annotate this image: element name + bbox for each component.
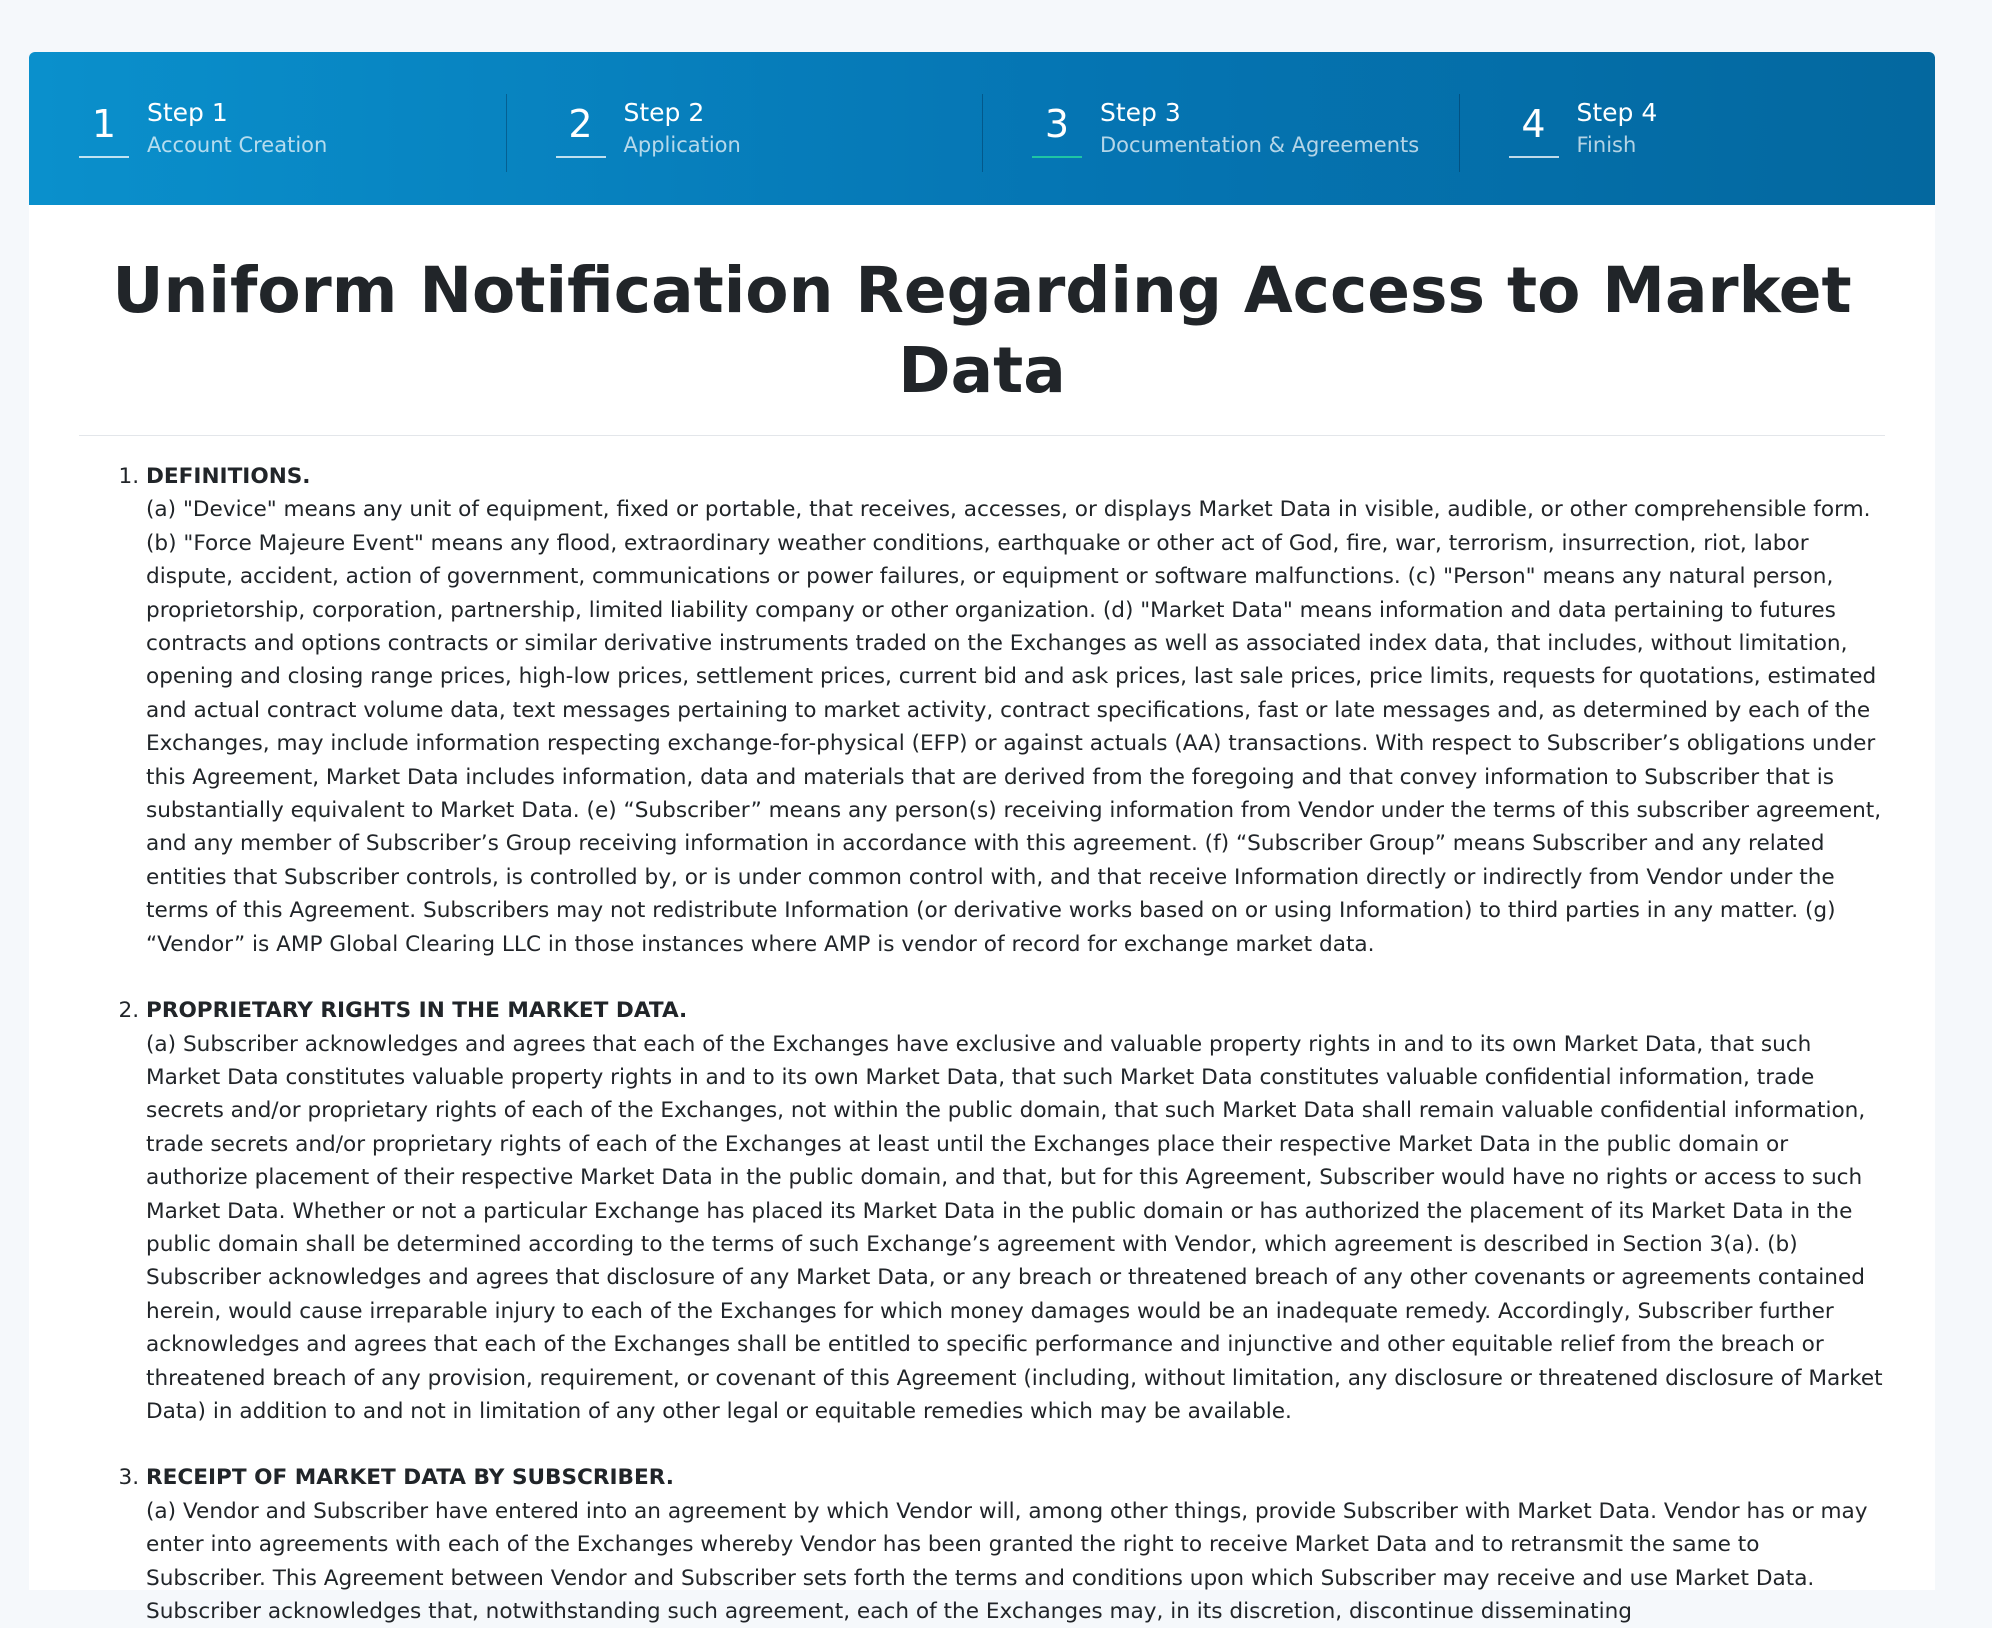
step-number: 4 [1509, 102, 1559, 156]
section-title: 1. DEFINITIONS. [146, 464, 311, 489]
step-subtitle: Application [623, 133, 741, 157]
progress-stepper [29, 52, 1935, 205]
step-documentation-agreements[interactable] [982, 52, 1459, 205]
section-title: 3. RECEIPT OF MARKET DATA BY SUBSCRIBER. [146, 1465, 674, 1491]
step-title: Step 4 [1576, 98, 1658, 127]
step-account-creation[interactable] [29, 52, 506, 205]
agreement-sections [29, 460, 1935, 1628]
step-title: Step 1 [147, 98, 228, 127]
step-text [1577, 96, 1658, 160]
section-body: (a) Vendor and Subscriber have entered into an agreement by which Vendor will, among other things, provide Subscriber with Market Data. Vendor has or may enter into agreements with each of the Exchanges whereby Vendor has been granted the right to receive Market Data and to retransmit the same to Subscriber. This Agreement between Vendor and Subscriber sets forth the terms and conditions upon which Subscriber may receive and use Market Data. Subscriber acknowledges that, notwithstanding such agreement, each of the Exchanges may, in its discretion, discontinue disseminating [146, 1498, 1868, 1624]
step-subtitle: Account Creation [147, 133, 328, 157]
section-title: 2. PROPRIETARY RIGHTS IN THE MARKET DATA. [146, 998, 688, 1024]
page-title: Uniform Notification Regarding Access to Market Data [112, 254, 1852, 407]
step-subtitle: Documentation & Agreements [1100, 133, 1420, 157]
step-title: Step 2 [623, 98, 705, 127]
step-number: 2 [556, 102, 606, 156]
title-divider [79, 435, 1885, 436]
agreement-section [146, 994, 1885, 1428]
step-application[interactable] [506, 52, 983, 205]
section-body: (a) Subscriber acknowledges and agrees that each of the Exchanges have exclusive and valuable property rights in and to its own Market Data, that such Market Data constitutes valuable property rights in and to its own Market Data, that such Market Data constitutes valuable confidential information, trade secrets and/or proprietary rights of each of the Exchanges, not within the public domain, that such Market Data shall remain valuable confidential information, trade secrets and/or proprietary rights of each of the Exchanges at least until the Exchanges place their respective Market Data in the public domain or authorize placement of their respective Market Data in the public domain, and that, but for this Agreement, Subscriber would have no rights or access to such Market Data. Whether or not a particular Exchange has placed its Market Data in the public domain or has authorized the placement of its Market Data in the public domain shall be determined according to the terms of such Exchange’s agreement with Vendor, which agreement is described in Section 3(a). (b) Subscriber acknowledges and agrees that disclosure of any Market Data, or any breach or threatened breach of any other covenants or agreements contained herein, would cause irreparable injury to each of the Exchanges for which money damages would be an inadequate remedy. Accordingly, Subscriber further acknowledges and agrees that each of the Exchanges shall be entitled to specific performance and injunctive and other equitable relief from the breach or threatened breach of any provision, requirement, or covenant of this Agreement (including, without limitation, any disclosure or threatened disclosure of Market Data) in addition to and not in limitation of any other legal or equitable remedies which may be available. [146, 1031, 1883, 1424]
step-finish[interactable] [1459, 52, 1936, 205]
step-title: Step 3 [1100, 98, 1181, 127]
step-text [1100, 96, 1419, 160]
step-subtitle: Finish [1576, 133, 1637, 157]
agreement-section [146, 1461, 1885, 1628]
step-number: 1 [79, 102, 129, 156]
agreement-section [146, 460, 1885, 961]
step-text [624, 96, 741, 160]
section-body: (a) "Device" means any unit of equipment, fixed or portable, that receives, accesses, or displays Market Data in visible, audible, or other comprehensible form. (b) "Force Majeure Event" means any flood, extraordinary weather conditions, earthquake or other act of God, fire, war, terrorism, insurrection, riot, labor dispute, accident, action of government, communications or power failures, or equipment or software malfunctions. (c) "Person" means any natural person, proprietorship, corporation, partnership, limited liability company or other organization. (d) "Market Data" means information and data pertaining to futures contracts and options contracts or similar derivative instruments traded on the Exchanges as well as associated index data, that includes, without limitation, opening and closing range prices, high-low prices, settlement prices, current bid and ask prices, last sale prices, price limits, requests for quotations, estimated and actual contract volume data, text messages pertaining to market activity, contract specifications, fast or late messages and, as determined by each of the Exchanges, may include information respecting exchange-for-physical (EFP) or against actuals (AA) transactions. With respect to Subscriber’s obligations under this Agreement, Market Data includes information, data and materials that are derived from the foregoing and that convey information to Subscriber that is substantially equivalent to Market Data. (e) “Subscriber” means any person(s) receiving information from Vendor under the terms of this subscriber agreement, and any member of Subscriber’s Group receiving information in accordance with this agreement. (f) “Subscriber Group” means Subscriber and any related entities that Subscriber controls, is controlled by, or is under common control with, and that receive Information directly or indirectly from Vendor under the terms of this Agreement. Subscribers may not redistribute Information (or derivative works based on or using Information) to third parties in any matter. (g) “Vendor” is AMP Global Clearing LLC in those instances where AMP is vendor of record for exchange market data. [146, 497, 1882, 957]
step-text [147, 96, 327, 160]
step-number: 3 [1032, 102, 1082, 156]
application-page [29, 52, 1935, 1624]
